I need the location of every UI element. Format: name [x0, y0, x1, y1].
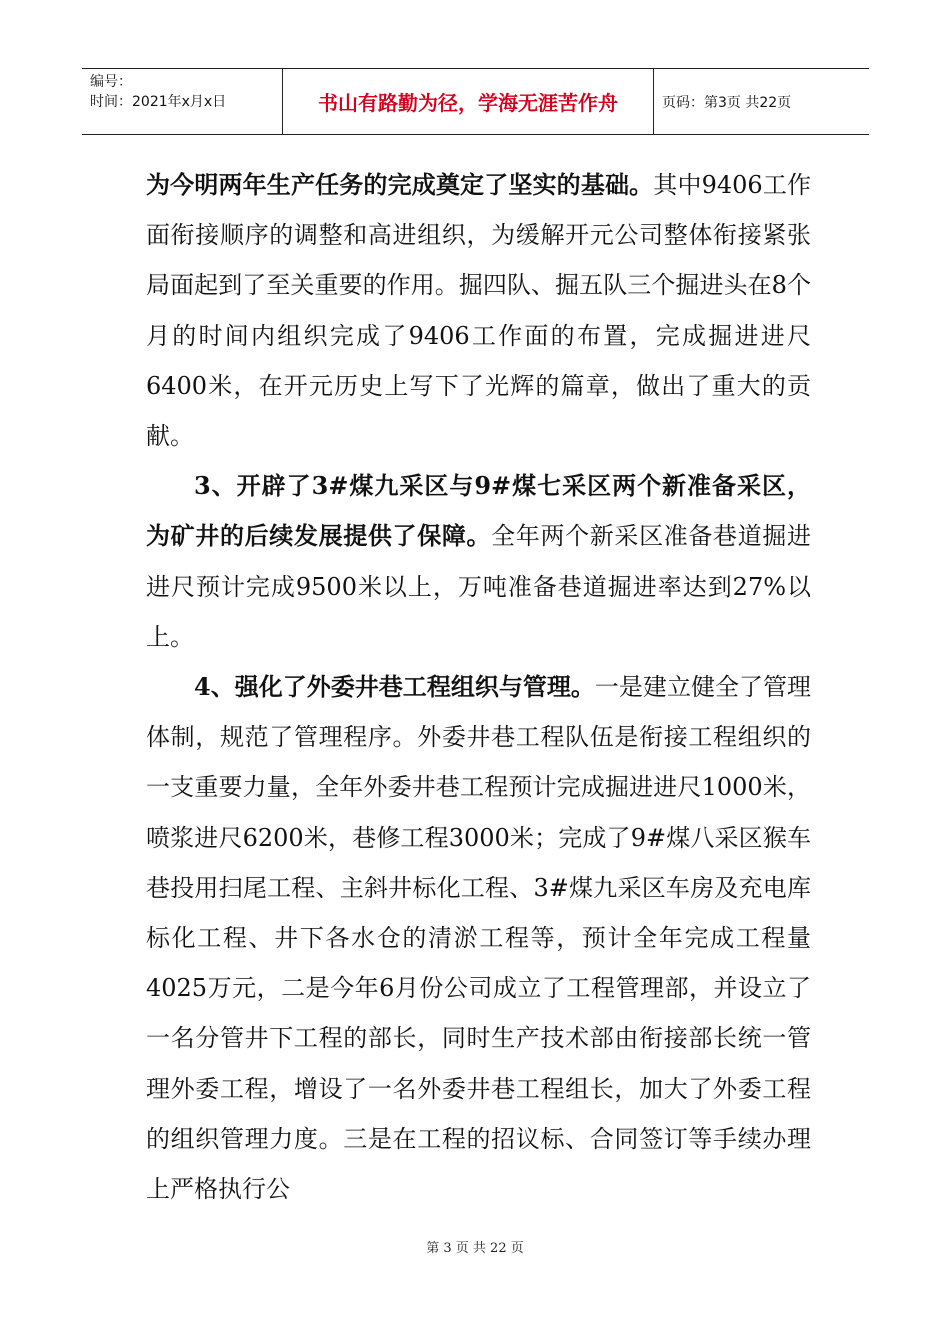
header-page-info: 页码：第3页 共22页 — [662, 94, 792, 111]
header-time-label: 时间：2021年x月x日 — [90, 94, 227, 110]
page-footer: 第 3 页 共 22 页 — [426, 1241, 524, 1256]
header-number-label: 编号： — [90, 74, 132, 90]
paragraph-2-text: 全年两个新采区准备巷道掘进进尺预计完成9500米以上，万吨准备巷道掘进率达到27%以上。 — [146, 522, 812, 651]
document-body — [146, 160, 811, 1214]
paragraph-3-text: 一是建立健全了管理体制，规范了管理程序。外委井巷工程队伍是衔接工程组织的一支重要力量，全年外委井巷工程预计完成掘进进尺1000米，喷浆进尺6200米，巷修工程3000米；完成了9#煤八采区猴车巷投用扫尾工程、主斜井标化工程、3#煤九采区车房及充电库标化工程、井下各水仓的清淤工程等，预计全年完成工程量4025万元，二是今年6月份公司成立了工程管理部，并设立了一名分管井下工程的部长，同时生产技术部由衔接部长统一管理外委工程，增设了一名外委井巷工程组长，加大了外委工程的组织管理力度。三是在工程的招议标、合同签订等手续办理上严格执行公 — [146, 673, 812, 1204]
paragraph-3 — [146, 662, 811, 1214]
document-header — [82, 68, 869, 135]
header-motto: 书山有路勤为径，学海无涯苦作舟 — [283, 69, 654, 134]
paragraph-1 — [146, 160, 811, 461]
header-meta — [82, 69, 283, 134]
paragraph-2 — [146, 461, 811, 662]
paragraph-1-bold: 为今明两年生产任务的完成奠定了坚实的基础。 — [146, 170, 654, 199]
paragraph-1-text: 其中9406工作面衔接顺序的调整和高进组织，为缓解开元公司整体衔接紧张局面起到了至关重要的作用。掘四队、掘五队三个掘进头在8个月的时间内组织完成了9406工作面的布置，完成掘进进尺6400米，在开元历史上写下了光辉的篇章，做出了重大的贡献。 — [146, 171, 812, 451]
paragraph-3-bold: 4、强化了外委井巷工程组织与管理。 — [194, 672, 595, 702]
paragraph-2-bold: 3、开辟了3#煤九采区与9#煤七采区两个新准备采区，为矿井的后续发展提供了保障。 — [146, 471, 811, 551]
